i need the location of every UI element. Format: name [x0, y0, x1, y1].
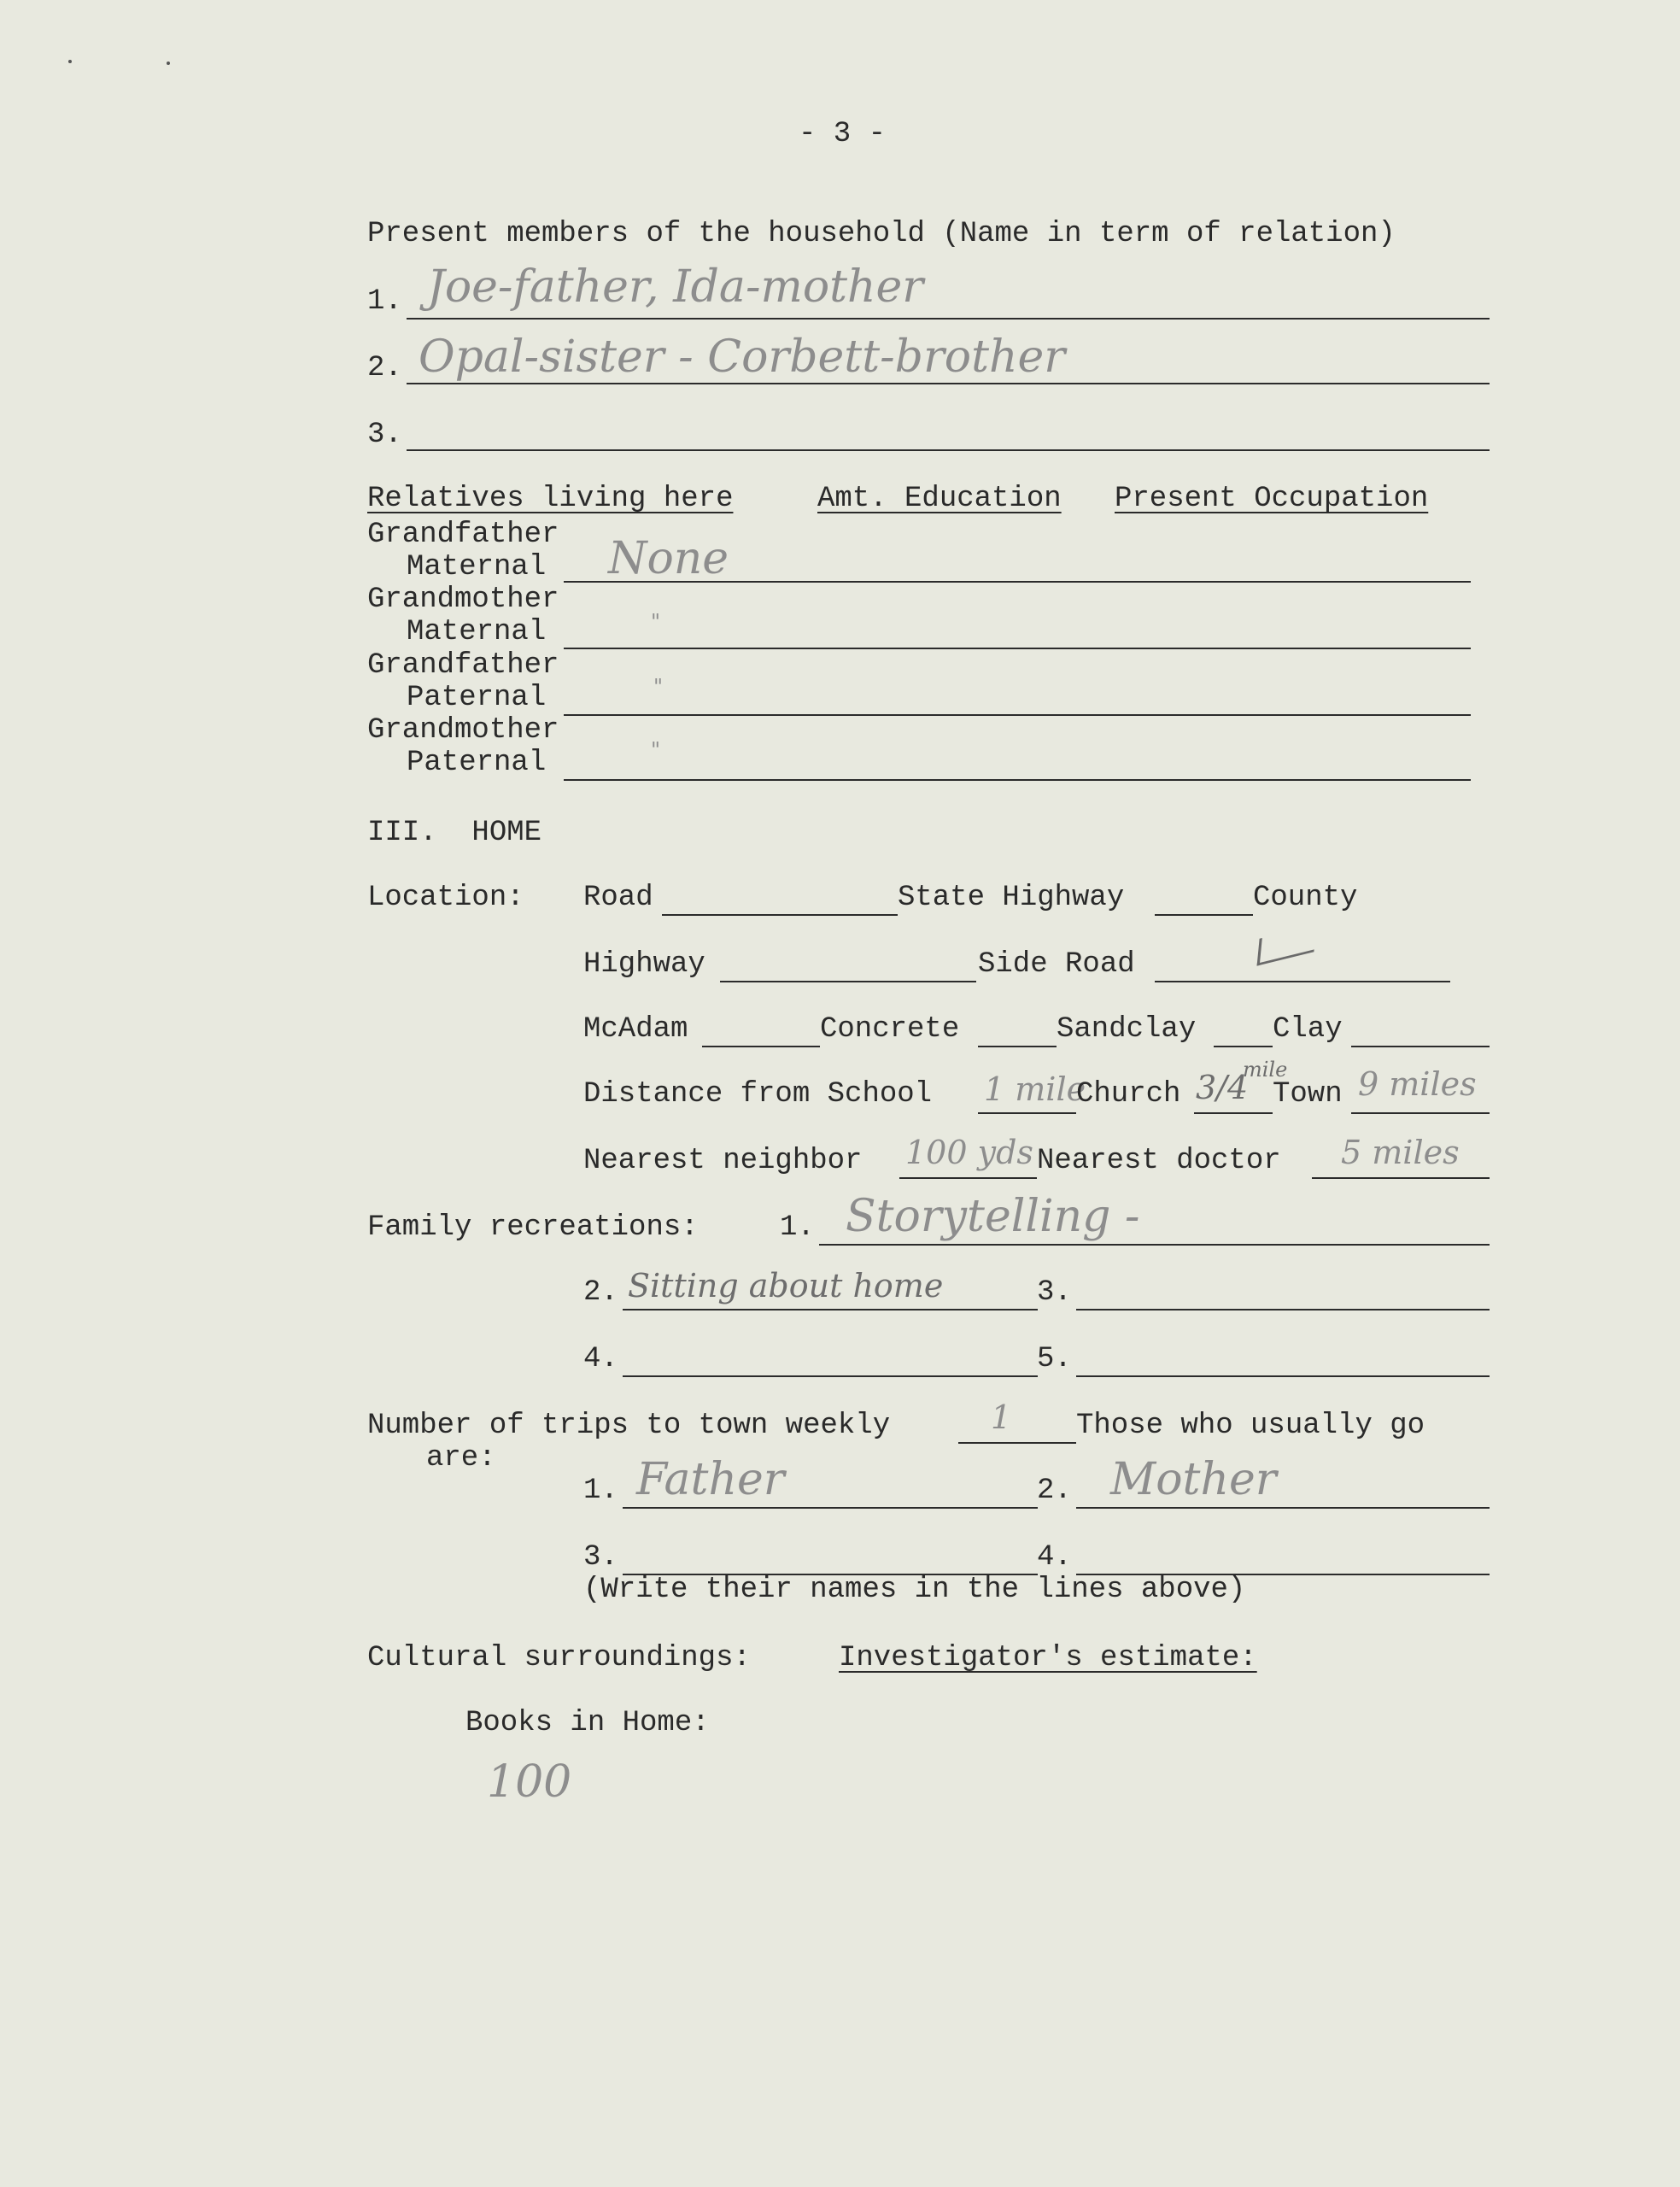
concrete-label: Concrete [820, 1013, 960, 1046]
location-label: Location: [367, 882, 524, 914]
check-mark-icon [1257, 924, 1317, 965]
distance-label: Distance from School [583, 1078, 933, 1111]
household-row-2-num: 2. [367, 352, 402, 384]
household-row-1-entry: Joe-father, Ida-mother [427, 261, 924, 313]
trips-count-entry: 1 [991, 1398, 1012, 1436]
recreation-1-entry: Storytelling - [846, 1191, 1140, 1242]
recreation-2-line[interactable] [623, 1309, 1038, 1310]
state-highway-line[interactable] [1155, 914, 1253, 916]
sandclay-label: Sandclay [1057, 1013, 1197, 1046]
mcadam-label: McAdam [583, 1013, 688, 1046]
household-row-3-line[interactable] [407, 449, 1490, 451]
church-distance-unit: mile [1243, 1058, 1288, 1082]
relative-row-3-entry: " [653, 675, 664, 699]
trip-goer-2-line[interactable] [1076, 1507, 1490, 1509]
mcadam-line[interactable] [702, 1046, 820, 1047]
school-distance-line[interactable] [978, 1112, 1076, 1114]
relatives-header-occupation: Present Occupation [1115, 483, 1429, 515]
recreation-5-num: 5. [1037, 1343, 1072, 1375]
books-label: Books in Home: [465, 1707, 710, 1739]
investigator-estimate-label: Investigator's estimate: [839, 1642, 1257, 1674]
household-heading: Present members of the household (Name in term of relation) [367, 218, 1396, 250]
doctor-distance-entry: 5 miles [1341, 1134, 1460, 1171]
trip-goer-2-entry: Mother [1110, 1454, 1277, 1505]
church-distance-entry: 3/4 [1196, 1069, 1249, 1106]
trips-those-label: Those who usually go [1076, 1410, 1425, 1442]
relatives-header-education: Amt. Education [817, 483, 1062, 515]
church-label: Church [1076, 1078, 1181, 1111]
recreations-label: Family recreations: [367, 1211, 699, 1244]
doctor-label: Nearest doctor [1037, 1145, 1281, 1177]
state-highway-label: State Highway [898, 882, 1125, 914]
trip-goer-4-num: 4. [1037, 1541, 1072, 1574]
trips-label: Number of trips to town weekly [367, 1410, 891, 1442]
school-distance-entry: 1 mile [984, 1070, 1086, 1108]
scan-speck [167, 62, 170, 65]
relative-row-1-sublabel: Maternal [407, 551, 547, 583]
relative-row-3-sublabel: Paternal [407, 682, 547, 714]
relative-row-4-label: Grandmother [367, 714, 559, 747]
recreation-3-line[interactable] [1076, 1309, 1490, 1310]
recreation-2-entry: Sitting about home [628, 1267, 944, 1305]
relative-row-3-label: Grandfather [367, 649, 559, 682]
church-distance-line[interactable] [1194, 1112, 1273, 1114]
relative-row-4-line[interactable] [564, 779, 1471, 781]
town-label: Town [1273, 1078, 1343, 1111]
recreation-5-line[interactable] [1076, 1375, 1490, 1377]
doctor-distance-line[interactable] [1312, 1177, 1490, 1179]
relative-row-1-entry: None [608, 533, 729, 584]
trips-count-line[interactable] [958, 1442, 1076, 1444]
relative-row-2-label: Grandmother [367, 583, 559, 616]
section-title-home: III. HOME [367, 817, 542, 849]
trips-are-label: are: [426, 1442, 496, 1475]
household-row-2-entry: Opal-sister - Corbett-brother [419, 331, 1066, 383]
highway-label: Highway [583, 948, 705, 981]
side-road-label: Side Road [978, 948, 1135, 981]
neighbor-distance-line[interactable] [899, 1177, 1037, 1179]
relative-row-2-line[interactable] [564, 648, 1471, 649]
trip-goer-1-entry: Father [636, 1454, 785, 1505]
side-road-line[interactable] [1155, 981, 1450, 982]
neighbor-distance-entry: 100 yds [905, 1134, 1033, 1171]
recreation-1-line[interactable] [819, 1244, 1490, 1246]
cultural-label: Cultural surroundings: [367, 1642, 751, 1674]
town-distance-entry: 9 miles [1358, 1065, 1477, 1103]
relative-row-1-label: Grandfather [367, 519, 559, 551]
recreation-3-num: 3. [1037, 1276, 1072, 1309]
page-number: - 3 - [799, 118, 887, 150]
concrete-line[interactable] [978, 1046, 1057, 1047]
relative-row-4-entry: " [651, 738, 661, 762]
trip-goer-1-line[interactable] [623, 1507, 1038, 1509]
recreation-1-num: 1. [780, 1211, 815, 1244]
recreation-2-num: 2. [583, 1276, 618, 1309]
county-label: County [1253, 882, 1358, 914]
trip-goer-2-num: 2. [1037, 1475, 1072, 1507]
relative-row-2-sublabel: Maternal [407, 616, 547, 648]
relative-row-2-entry: " [651, 610, 661, 634]
scan-speck [68, 60, 72, 63]
trip-goer-1-num: 1. [583, 1475, 618, 1507]
highway-line[interactable] [720, 981, 976, 982]
road-label: Road [583, 882, 653, 914]
household-row-1-num: 1. [367, 285, 402, 318]
clay-line[interactable] [1351, 1046, 1490, 1047]
town-distance-line[interactable] [1351, 1112, 1490, 1114]
relative-row-4-sublabel: Paternal [407, 747, 547, 779]
relative-row-3-line[interactable] [564, 714, 1471, 716]
trip-goer-3-num: 3. [583, 1541, 618, 1574]
recreation-4-num: 4. [583, 1343, 618, 1375]
household-row-3-num: 3. [367, 419, 402, 451]
relatives-header-living: Relatives living here [367, 483, 734, 515]
neighbor-label: Nearest neighbor [583, 1145, 863, 1177]
recreation-4-line[interactable] [623, 1375, 1038, 1377]
sandclay-line[interactable] [1214, 1046, 1273, 1047]
road-line[interactable] [662, 914, 898, 916]
books-entry: 100 [487, 1756, 572, 1808]
trips-note: (Write their names in the lines above) [583, 1574, 1246, 1606]
household-row-1-line[interactable] [407, 318, 1490, 320]
household-row-2-line[interactable] [407, 383, 1490, 384]
clay-label: Clay [1273, 1013, 1343, 1046]
